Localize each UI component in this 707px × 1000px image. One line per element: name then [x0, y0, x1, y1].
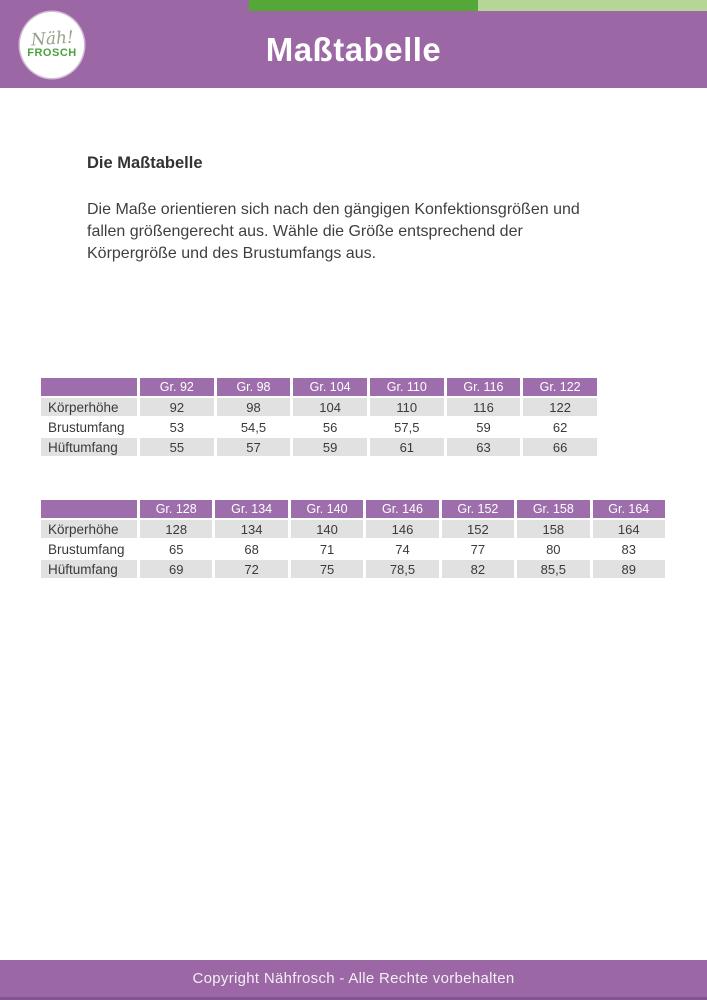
logo-brand-text: FROSCH	[27, 46, 77, 59]
table-cell: 128	[140, 520, 212, 538]
table-cell: 61	[370, 438, 444, 456]
table-cell: 54,5	[217, 418, 291, 436]
table-row	[41, 398, 597, 416]
table-column-header: Gr. 122	[523, 378, 597, 396]
page-header	[0, 0, 707, 88]
table-row	[41, 540, 665, 558]
table-row-label: Körperhöhe	[41, 520, 137, 538]
table-row-label: Brustumfang	[41, 418, 137, 436]
table-cell: 89	[593, 560, 665, 578]
table-column-header: Gr. 164	[593, 500, 665, 518]
section-heading: Die Maßtabelle	[87, 154, 203, 172]
table-column-header: Gr. 152	[442, 500, 514, 518]
header-accent-bar-dark-green	[249, 0, 478, 11]
table-cell: 57	[217, 438, 291, 456]
copyright-text: Copyright Nähfrosch - Alle Rechte vorbehalten	[192, 970, 515, 987]
table-column-header: Gr. 158	[517, 500, 589, 518]
size-table-128-164	[38, 498, 668, 580]
table-column-header: Gr. 128	[140, 500, 212, 518]
table-cell: 98	[217, 398, 291, 416]
table-cell: 69	[140, 560, 212, 578]
header-accent-bar-light-green	[478, 0, 707, 11]
table-cell: 122	[523, 398, 597, 416]
table-column-header: Gr. 146	[366, 500, 438, 518]
table-cell: 78,5	[366, 560, 438, 578]
table-cell: 146	[366, 520, 438, 538]
table-row	[41, 418, 597, 436]
table-cell: 66	[523, 438, 597, 456]
table-cell: 116	[447, 398, 521, 416]
table-cell: 59	[293, 438, 367, 456]
table-column-header: Gr. 104	[293, 378, 367, 396]
table-cell: 68	[215, 540, 287, 558]
table-cell: 56	[293, 418, 367, 436]
table-cell: 74	[366, 540, 438, 558]
table-row-label: Hüftumfang	[41, 438, 137, 456]
table-cell: 57,5	[370, 418, 444, 436]
size-table-92-122	[38, 376, 600, 458]
table-column-header: Gr. 140	[291, 500, 363, 518]
logo-script-text: Näh!	[29, 27, 75, 50]
table-cell: 71	[291, 540, 363, 558]
table-cell: 104	[293, 398, 367, 416]
page-footer	[0, 960, 707, 1000]
table-column-header: Gr. 134	[215, 500, 287, 518]
table-cell: 72	[215, 560, 287, 578]
table-column-header: Gr. 116	[447, 378, 521, 396]
table-cell: 140	[291, 520, 363, 538]
table-cell: 55	[140, 438, 214, 456]
page-title: Maßtabelle	[265, 30, 442, 68]
table-cell: 164	[593, 520, 665, 538]
table-cell: 63	[447, 438, 521, 456]
table-cell: 75	[291, 560, 363, 578]
table-cell: 53	[140, 418, 214, 436]
table-cell: 59	[447, 418, 521, 436]
intro-paragraph: Die Maße orientieren sich nach den gängigen Konfektionsgrößen und fallen größengerecht aus. Wähle die Größe entsprechend der Körpergröße und des Brustumfangs aus.	[87, 201, 580, 262]
table-cell: 77	[442, 540, 514, 558]
table-column-header: Gr. 92	[140, 378, 214, 396]
table-row	[41, 560, 665, 578]
table-cell: 158	[517, 520, 589, 538]
table-corner-cell	[41, 500, 137, 518]
table-cell: 152	[442, 520, 514, 538]
table-row-label: Körperhöhe	[41, 398, 137, 416]
table-column-header: Gr. 110	[370, 378, 444, 396]
table-cell: 134	[215, 520, 287, 538]
table-row	[41, 438, 597, 456]
table-row-label: Hüftumfang	[41, 560, 137, 578]
table-cell: 80	[517, 540, 589, 558]
table-corner-cell	[41, 378, 137, 396]
table-row-label: Brustumfang	[41, 540, 137, 558]
table-cell: 83	[593, 540, 665, 558]
table-column-header: Gr. 98	[217, 378, 291, 396]
table-cell: 65	[140, 540, 212, 558]
table-row	[41, 520, 665, 538]
table-cell: 82	[442, 560, 514, 578]
table-cell: 92	[140, 398, 214, 416]
table-cell: 85,5	[517, 560, 589, 578]
table-cell: 110	[370, 398, 444, 416]
table-cell: 62	[523, 418, 597, 436]
